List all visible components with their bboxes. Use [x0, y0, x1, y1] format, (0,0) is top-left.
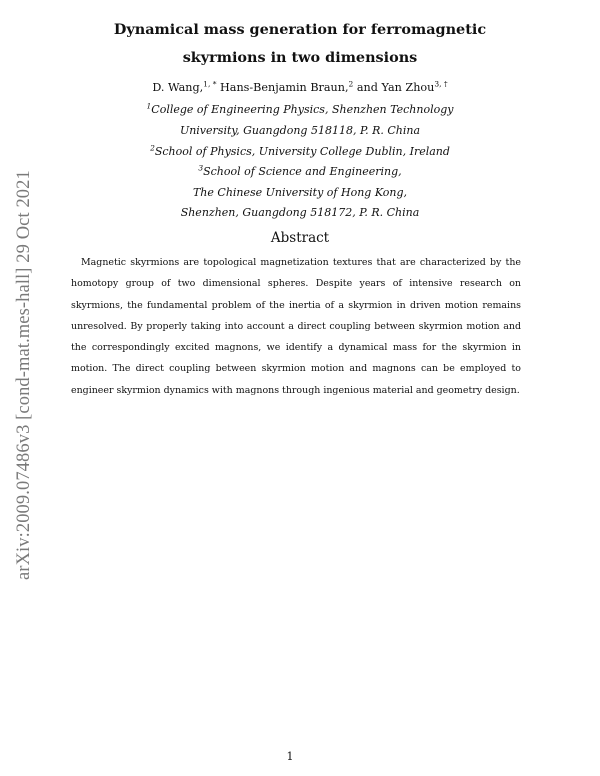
- author-name: and Yan Zhou: [356, 81, 435, 94]
- abstract-text: Magnetic skyrmions are topological magnetization textures that are characterized by the homotopy group of two dimensional spheres. Despite years of intensive research on skyrmions, the fundamental problem of the inertia of a skyrmion in driven motion remains unresolved. By properly taking into account a direct coupling between skyrmion motion and the correspondingly excited magnons, we identify a dynamical mass for the skyrmion in motion. The direct coupling between skyrmion motion and magnons can be employed to engineer skyrmion dynamics with magnons through ingenious material and geometry design.: [71, 257, 521, 396]
- author-list: [80, 80, 520, 96]
- author-affiliation-mark: 2: [348, 79, 354, 89]
- affiliation-mark: 2: [150, 143, 155, 153]
- affiliation-line: University, Guangdong 518118, P. R. China: [179, 123, 421, 137]
- author-affiliation-mark: 1, *: [203, 79, 217, 89]
- affiliation-mark: 3: [198, 163, 204, 173]
- affiliation-1: [80, 100, 520, 141]
- affiliation-mark: 1: [146, 101, 152, 111]
- affiliation-line: Shenzhen, Guangdong 518172, P. R. China: [180, 206, 420, 220]
- arxiv-identifier-stamp: arXiv:2009.07486v3 [cond-mat.mes-hall] 29 Oct 2021: [14, 170, 34, 580]
- affiliation-2: [80, 142, 520, 163]
- author-name: D. Wang,: [152, 81, 204, 94]
- abstract-heading: Abstract: [270, 230, 330, 246]
- affiliation-line: College of Engineering Physics, Shenzhen Technology: [151, 103, 454, 116]
- author-name: Hans-Benjamin Braun,: [220, 81, 349, 94]
- affiliation-line: School of Physics, University College Dublin, Ireland: [154, 145, 450, 158]
- affiliation-line: The Chinese University of Hong Kong,: [192, 185, 408, 199]
- affiliation-3: [80, 162, 520, 224]
- paper-title: Dynamical mass generation for ferromagnetic skyrmions in two dimensions: [113, 21, 487, 66]
- author-affiliation-mark: 3, †: [434, 79, 448, 89]
- page-number: 1: [286, 750, 294, 763]
- affiliation-line: School of Science and Engineering,: [203, 165, 402, 178]
